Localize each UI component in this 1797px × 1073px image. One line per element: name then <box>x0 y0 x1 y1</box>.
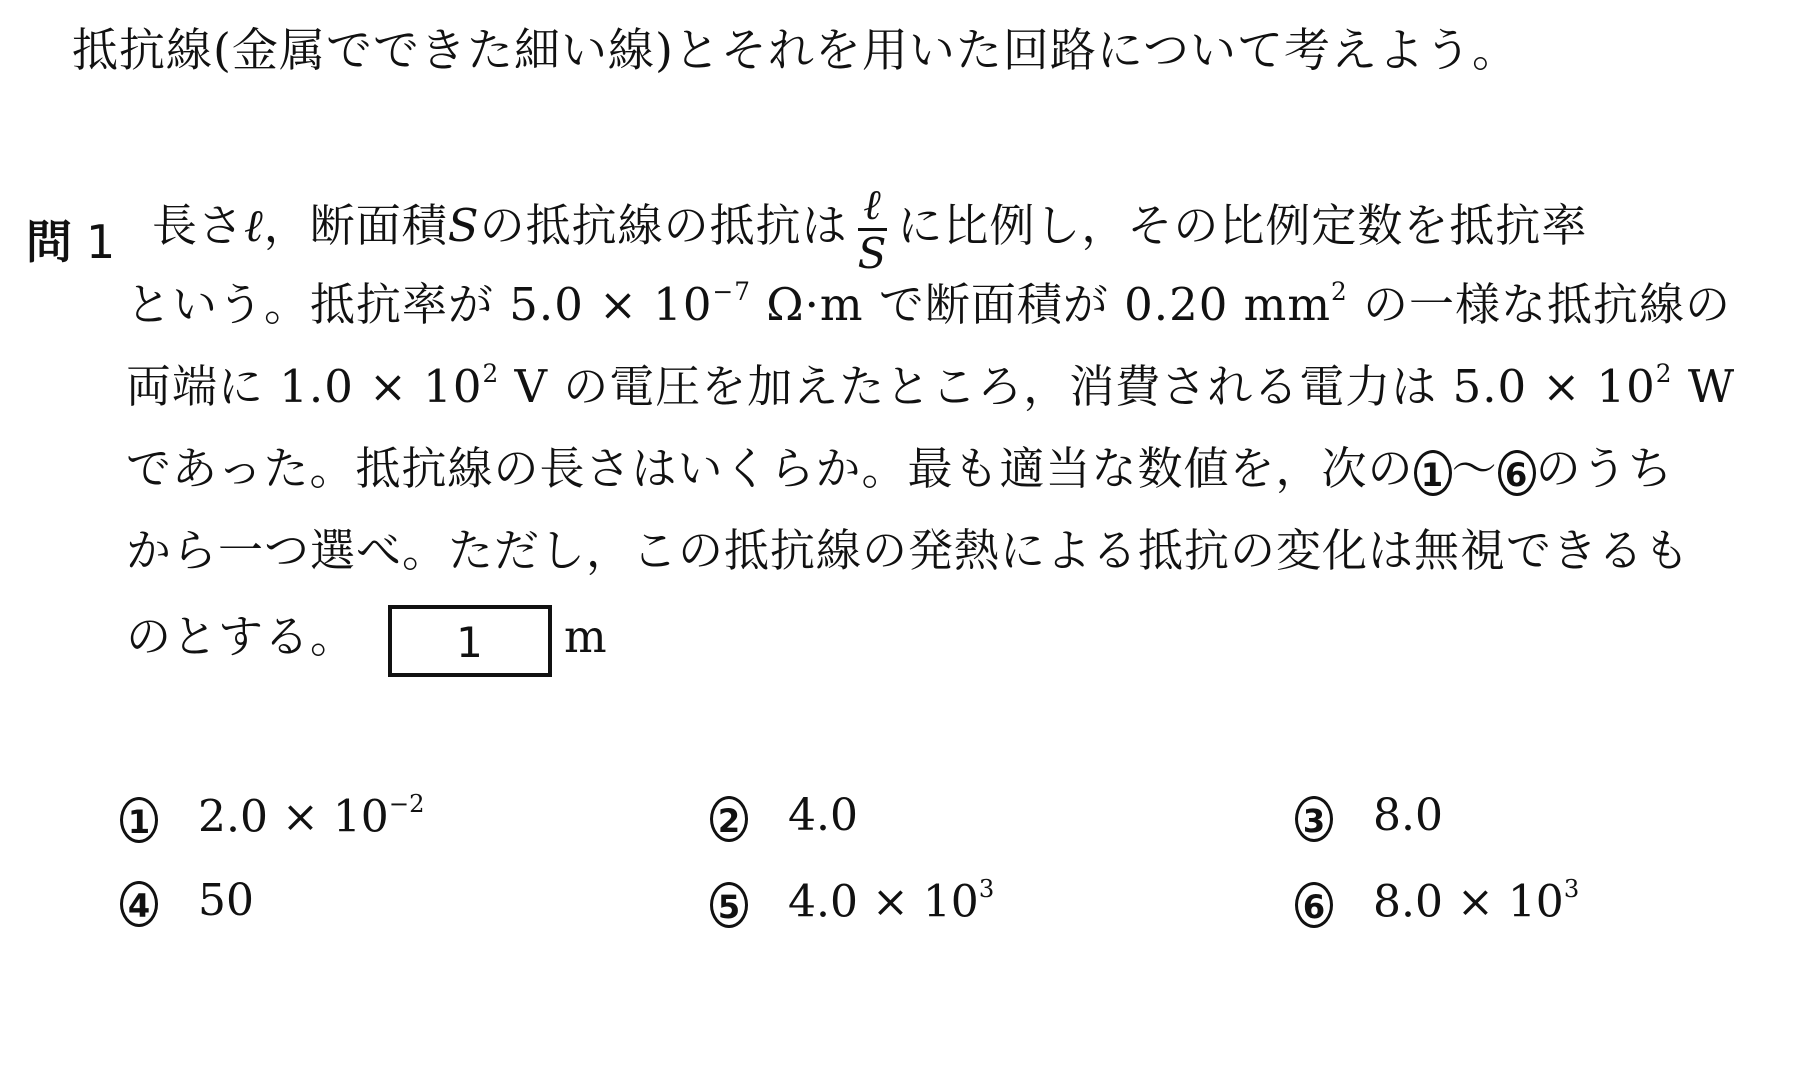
circled-number-6: 6 <box>1498 450 1536 496</box>
choice-5-number: 5 <box>710 882 748 928</box>
question-line-1 <box>152 180 1588 278</box>
choice-1-exponent: −2 <box>388 790 425 818</box>
choice-5-exponent: 3 <box>978 875 995 903</box>
choice-3-number: 3 <box>1295 796 1333 842</box>
line4-a: であった。抵抗線の長さはいくらか。最も適当な数値を，次の <box>126 442 1414 495</box>
question-number: 1 <box>86 215 116 269</box>
choice-6-exponent: 3 <box>1563 875 1580 903</box>
line3-b: V の電圧を加えたところ，消費される電力は 5.0 × 10 <box>499 360 1656 413</box>
choice-3[interactable] <box>1295 790 1443 842</box>
line3-c: W <box>1672 360 1736 413</box>
line3-exponent-2: 2 <box>1655 359 1673 389</box>
line1-a: 長さ <box>152 199 245 252</box>
intro-text: 抵抗線(金属でできた細い線)とそれを用いた回路について考えよう。 <box>72 23 1519 77</box>
line4-tilde: 〜 <box>1451 442 1498 495</box>
line4-b: のうち <box>1535 442 1674 495</box>
choice-2-value: 4.0 <box>788 790 858 841</box>
fraction-denominator: S <box>857 229 888 278</box>
question-line-3 <box>126 350 1735 415</box>
line6-a: のとする。 <box>126 610 357 663</box>
choice-1[interactable] <box>120 790 424 843</box>
question-line-6 <box>126 600 608 677</box>
answer-box[interactable]: 1 <box>388 605 552 677</box>
choice-6-value: 8.0 × 10 <box>1373 876 1564 928</box>
choice-3-value: 8.0 <box>1373 790 1443 841</box>
line2-a: という。抵抗率が 5.0 × 10 <box>126 278 713 331</box>
line2-exponent: −7 <box>712 277 751 307</box>
choice-4-number: 4 <box>120 881 158 927</box>
symbol-area: S <box>447 199 480 252</box>
line1-c: の抵抗線の抵抗は <box>479 199 848 252</box>
choice-4-value: 50 <box>198 875 254 926</box>
choice-4[interactable] <box>120 875 254 927</box>
choice-2[interactable] <box>710 790 858 842</box>
choice-1-number: 1 <box>120 797 158 843</box>
choice-6[interactable] <box>1295 875 1579 928</box>
line2-exponent-2: 2 <box>1331 277 1348 307</box>
question-line-4 <box>126 432 1674 497</box>
fraction-l-over-s <box>857 180 888 278</box>
question-line-2 <box>126 268 1731 333</box>
line3-a: 両端に 1.0 × 10 <box>126 360 483 413</box>
choice-2-number: 2 <box>710 796 748 842</box>
choice-5-value: 4.0 × 10 <box>788 876 979 928</box>
question-line-5: から一つ選べ。ただし，この抵抗線の発熱による抵抗の変化は無視できるも <box>126 524 1691 577</box>
fraction-numerator: ℓ <box>858 184 888 231</box>
circled-number-1: 1 <box>1414 450 1452 496</box>
line3-exponent: 2 <box>482 359 500 389</box>
line6-unit: m <box>564 610 608 663</box>
line2-c: の一様な抵抗線の <box>1347 278 1732 331</box>
choice-1-value: 2.0 × 10 <box>198 791 389 843</box>
line1-d: に比例し，その比例定数を抵抗率 <box>897 199 1588 252</box>
choice-6-number: 6 <box>1295 882 1333 928</box>
question-label-text: 問 <box>26 215 72 269</box>
line2-b: Ω·m で断面積が 0.20 mm <box>750 278 1331 331</box>
choice-5[interactable] <box>710 875 994 928</box>
line1-b: ，断面積 <box>263 199 448 252</box>
symbol-length: ℓ <box>244 199 264 252</box>
question-label <box>26 206 115 272</box>
